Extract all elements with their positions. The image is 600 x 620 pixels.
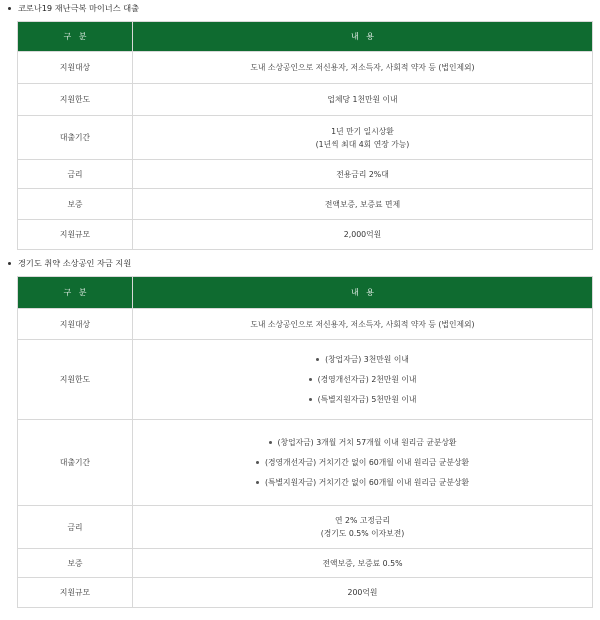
list-item-text: (경영개선자금) 2천만원 이내 [317, 375, 417, 384]
row-value [133, 340, 593, 420]
row-value-line: 도내 소상공인으로 저신용자, 저소득자, 사회적 약자 등 (법인제외) [250, 319, 475, 329]
table-row [18, 160, 593, 189]
section-title-2 [8, 258, 131, 269]
row-value-line: 연 2% 고정금리 [335, 516, 390, 525]
table-header-row [18, 22, 593, 52]
bullet-icon [316, 358, 319, 361]
list-item-text: (특별지원자금) 5천만원 이내 [317, 395, 417, 404]
row-value-line: (경기도 0.5% 이자보전) [320, 529, 405, 538]
list-item [137, 373, 588, 386]
row-value-line: 도내 소상공인으로 저신용자, 저소득자, 사회적 약자 등 (법인제외) [250, 63, 475, 72]
row-label: 대출기간 [18, 116, 133, 160]
row-value-line: 전액보증, 보증료 0.5% [322, 558, 403, 568]
list-item-text: (경영개선자금) 거치기간 없이 60개월 이내 원리금 균분상환 [264, 458, 470, 467]
row-label: 지원대상 [18, 52, 133, 84]
row-value [133, 189, 593, 220]
table-row [18, 506, 593, 549]
list-item [137, 456, 588, 469]
list-item [137, 353, 588, 366]
section-title-text: 경기도 취약 소상공인 자금 지원 [18, 258, 132, 268]
row-value [133, 506, 593, 549]
row-value-line: 1년 만기 일시상환 [331, 126, 394, 136]
row-value [133, 220, 593, 250]
header-category: 구 분 [18, 277, 133, 309]
header-content: 내 용 [133, 22, 593, 52]
row-value [133, 160, 593, 189]
bullet-icon [8, 7, 11, 10]
bullet-icon [309, 398, 312, 401]
row-value-line: 전액보증, 보증료 면제 [324, 199, 401, 209]
table-row [18, 220, 593, 250]
table-row [18, 420, 593, 506]
header-category: 구 분 [18, 22, 133, 52]
list-item [137, 436, 588, 449]
row-value [133, 116, 593, 160]
header-content: 내 용 [133, 277, 593, 309]
row-value-line: 전용금리 2%대 [336, 169, 389, 179]
row-label: 대출기간 [18, 420, 133, 506]
row-label: 지원규모 [18, 220, 133, 250]
row-value [133, 52, 593, 84]
table-row [18, 549, 593, 578]
list-item [137, 393, 588, 406]
list-item-text: (창업자금) 3개월 거치 57개월 이내 원리금 균분상환 [277, 438, 457, 447]
table-row [18, 116, 593, 160]
table-row [18, 309, 593, 340]
row-value [133, 420, 593, 506]
row-value-line: (1년씩 최대 4회 연장 가능) [315, 139, 410, 149]
list-item-text: (창업자금) 3천만원 이내 [325, 355, 409, 364]
bullet-icon [8, 262, 11, 265]
row-label: 금리 [18, 160, 133, 189]
table-row [18, 52, 593, 84]
row-label: 보증 [18, 549, 133, 578]
loan-table-2 [17, 276, 593, 608]
row-label: 지원규모 [18, 578, 133, 608]
table-row [18, 189, 593, 220]
list-item-text: (특별지원자금) 거치기간 없이 60개월 이내 원리금 균분상환 [264, 478, 470, 487]
bullet-icon [269, 441, 272, 444]
table-row [18, 578, 593, 608]
row-value [133, 549, 593, 578]
row-value-line: 200억원 [347, 588, 378, 597]
row-value-line: 업체당 1천만원 이내 [327, 95, 398, 104]
row-value [133, 578, 593, 608]
section-title-1 [8, 3, 139, 14]
bullet-icon [256, 461, 259, 464]
table-header-row [18, 277, 593, 309]
row-label: 지원한도 [18, 340, 133, 420]
row-label: 지원한도 [18, 84, 133, 116]
bullet-icon [309, 378, 312, 381]
table-row [18, 84, 593, 116]
list-item [137, 476, 588, 489]
table-row [18, 340, 593, 420]
loan-table-1 [17, 21, 593, 250]
row-value [133, 309, 593, 340]
section-title-text: 코로나19 재난극복 마이너스 대출 [18, 3, 140, 13]
bullet-icon [256, 481, 259, 484]
row-label: 보증 [18, 189, 133, 220]
row-label: 금리 [18, 506, 133, 549]
row-label: 지원대상 [18, 309, 133, 340]
row-value [133, 84, 593, 116]
row-value-line: 2,000억원 [343, 230, 382, 239]
